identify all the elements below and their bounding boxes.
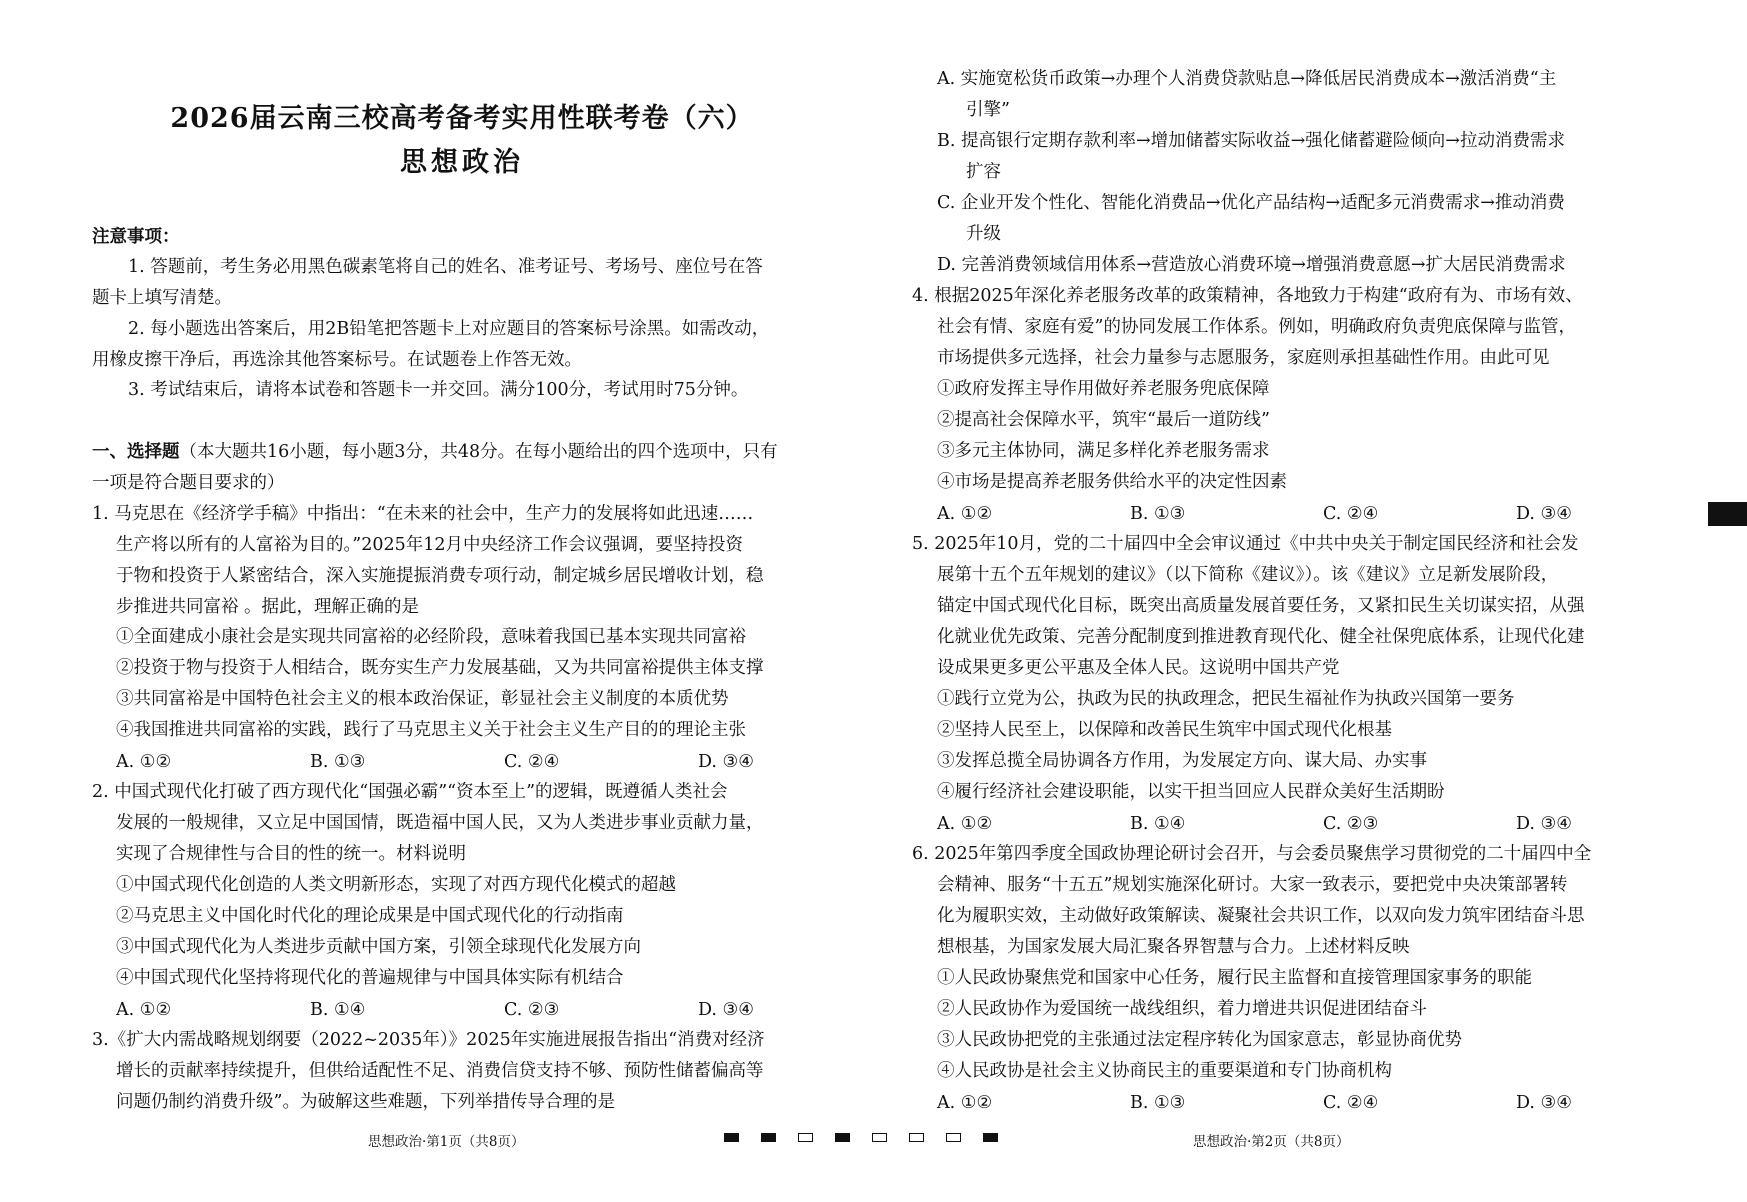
q5-option-d[interactable]: D. ③④	[1516, 814, 1572, 834]
q4-option-b[interactable]: B. ①③	[1130, 504, 1186, 524]
section-desc-line2: 一项是符合题目要求的）	[92, 473, 285, 493]
q2-line-1: 2. 中国式现代化打破了西方现代化“国强必霸”“资本至上”的逻辑，既遵循人类社会	[92, 782, 728, 802]
footer-mark	[761, 1133, 776, 1142]
q3-option-b-line2: 扩容	[966, 162, 1001, 182]
q2-item-1: ①中国式现代化创造的人类文明新形态，实现了对西方现代化模式的超越	[116, 875, 676, 895]
section-heading: 一、选择题	[92, 442, 180, 462]
page-title: 2026届云南三校高考备考实用性联考卷（六）	[170, 103, 754, 134]
q2-option-a[interactable]: A. ①②	[116, 1000, 172, 1020]
q4-line-2: 社会有情、家庭有爱”的协同发展工作体系。例如，明确政府负责兜底保障与监管，	[937, 317, 1576, 337]
q1-line-4: 步推进共同富裕 。据此，理解正确的是	[116, 597, 420, 617]
q1-item-1: ①全面建成小康社会是实现共同富裕的必经阶段，意味着我国已基本实现共同富裕	[116, 627, 746, 647]
q3-option-c-line1[interactable]: C. 企业开发个性化、智能化消费品→优化产品结构→适配多元消费需求→推动消费	[937, 193, 1565, 213]
notice-item-3: 3. 考试结束后，请将本试卷和答题卡一并交回。满分100分，考试用时75分钟。	[128, 380, 749, 400]
q6-option-d[interactable]: D. ③④	[1516, 1093, 1572, 1113]
q4-item-1: ①政府发挥主导作用做好养老服务兜底保障	[937, 379, 1270, 399]
q4-line-1: 4. 根据2025年深化养老服务改革的政策精神，各地致力于构建“政府有为、市场有效、	[912, 286, 1583, 306]
q5-line-2: 展第十五个五年规划的建议》（以下简称《建议》）。该《建议》立足新发展阶段，	[937, 565, 1559, 585]
notice-item-2b: 用橡皮擦干净后，再选涂其他答案标号。在试题卷上作答无效。	[92, 350, 582, 370]
q4-item-3: ③多元主体协同，满足多样化养老服务需求	[937, 441, 1270, 461]
q3-line-1: 3.《扩大内需战略规划纲要（2022~2035年）》2025年实施进展报告指出“消费对经济	[92, 1030, 765, 1050]
q1-line-2: 生产将以所有的人富裕为目的。”2025年12月中央经济工作会议强调，要坚持投资	[116, 535, 743, 555]
q4-option-d[interactable]: D. ③④	[1516, 504, 1572, 524]
q1-option-a[interactable]: A. ①②	[116, 752, 172, 772]
q6-item-2: ②人民政协作为爱国统一战线组织，着力增进共识促进团结奋斗	[937, 999, 1427, 1019]
q4-option-a[interactable]: A. ①②	[937, 504, 993, 524]
notice-item-1b: 题卡上填写清楚。	[92, 288, 232, 308]
q6-item-3: ③人民政协把党的主张通过法定程序转化为国家意志，彰显协商优势	[937, 1030, 1462, 1050]
q1-item-4: ④我国推进共同富裕的实践，践行了马克思主义关于社会主义生产目的的理论主张	[116, 720, 746, 740]
footer-mark	[909, 1133, 924, 1142]
footer-page-left: 思想政治·第1页（共8页）	[368, 1134, 525, 1150]
q3-option-b-line1[interactable]: B. 提高银行定期存款利率→增加储蓄实际收益→强化储蓄避险倾向→拉动消费需求	[937, 131, 1565, 151]
q3-line-3: 问题仍制约消费升级”。为破解这些难题，下列举措传导合理的是	[116, 1092, 615, 1112]
q5-line-4: 化就业优先政策、完善分配制度到推进教育现代化、健全社保兜底体系，让现代化建	[937, 627, 1585, 647]
q5-option-a[interactable]: A. ①②	[937, 814, 993, 834]
q4-item-4: ④市场是提高养老服务供给水平的决定性因素	[937, 472, 1287, 492]
footer-marks	[724, 1133, 1004, 1145]
q6-line-4: 想根基，为国家发展大局汇聚各界智慧与合力。上述材料反映	[937, 937, 1410, 957]
footer-mark	[724, 1133, 739, 1142]
q2-option-d[interactable]: D. ③④	[698, 1000, 754, 1020]
q5-option-b[interactable]: B. ①④	[1130, 814, 1186, 834]
q3-line-2: 增长的贡献率持续提升，但供给适配性不足、消费信贷支持不够、预防性储蓄偏高等	[116, 1061, 764, 1081]
q3-option-d[interactable]: D. 完善消费领域信用体系→营造放心消费环境→增强消费意愿→扩大居民消费需求	[937, 255, 1566, 275]
side-marker-tab	[1708, 502, 1747, 526]
footer-mark	[872, 1133, 887, 1142]
q3-option-a-line2: 引擎”	[966, 100, 1010, 120]
footer-page-right: 思想政治·第2页（共8页）	[1193, 1134, 1350, 1150]
q5-line-3: 锚定中国式现代化目标，既突出高质量发展首要任务，又紧扣民生关切谋实招，从强	[937, 596, 1585, 616]
q2-item-2: ②马克思主义中国化时代化的理论成果是中国式现代化的行动指南	[116, 906, 624, 926]
footer-mark	[798, 1133, 813, 1142]
footer-mark	[835, 1133, 850, 1142]
q2-line-2: 发展的一般规律，又立足中国国情，既造福中国人民，又为人类进步事业贡献力量，	[116, 813, 764, 833]
q3-option-a-line1[interactable]: A. 实施宽松货币政策→办理个人消费贷款贴息→降低居民消费成本→激活消费“主	[937, 69, 1557, 89]
footer-mark	[983, 1133, 998, 1142]
footer-mark	[946, 1133, 961, 1142]
q5-line-5: 设成果更多更公平惠及全体人民。这说明中国共产党	[937, 658, 1340, 678]
q6-option-b[interactable]: B. ①③	[1130, 1093, 1186, 1113]
section-desc: （本大题共16小题，每小题3分，共48分。在每小题给出的四个选项中，只有	[179, 442, 778, 462]
notice-heading: 注意事项：	[92, 227, 180, 247]
q1-line-1: 1. 马克思在《经济学手稿》中指出：“在未来的社会中，生产力的发展将如此迅速……	[92, 504, 754, 524]
section-heading-line1	[92, 437, 778, 468]
q2-option-c[interactable]: C. ②③	[504, 1000, 560, 1020]
q5-item-3: ③发挥总揽全局协调各方作用，为发展定方向、谋大局、办实事	[937, 751, 1427, 771]
q6-line-1: 6. 2025年第四季度全国政协理论研讨会召开，与会委员聚焦学习贯彻党的二十届四中全	[912, 844, 1592, 864]
q1-option-d[interactable]: D. ③④	[698, 752, 754, 772]
q1-line-3: 于物和投资于人紧密结合，深入实施提振消费专项行动，制定城乡居民增收计划，稳	[116, 566, 764, 586]
q5-item-1: ①践行立党为公，执政为民的执政理念，把民生福祉作为执政兴国第一要务	[937, 689, 1515, 709]
q1-item-2: ②投资于物与投资于人相结合，既夯实生产力发展基础，又为共同富裕提供主体支撑	[116, 658, 764, 678]
q6-option-a[interactable]: A. ①②	[937, 1093, 993, 1113]
q5-item-2: ②坚持人民至上，以保障和改善民生筑牢中国式现代化根基	[937, 720, 1392, 740]
q2-item-4: ④中国式现代化坚持将现代化的普遍规律与中国具体实际有机结合	[116, 968, 624, 988]
q6-line-3: 化为履职实效，主动做好政策解读、凝聚社会共识工作，以双向发力筑牢团结奋斗思	[937, 906, 1585, 926]
q1-item-3: ③共同富裕是中国特色社会主义的根本政治保证，彰显社会主义制度的本质优势	[116, 689, 729, 709]
q5-option-c[interactable]: C. ②③	[1323, 814, 1379, 834]
q3-option-c-line2: 升级	[966, 224, 1001, 244]
q5-line-1: 5. 2025年10月，党的二十届四中全会审议通过《中共中央关于制定国民经济和社会发	[912, 534, 1579, 554]
q2-line-3: 实现了合规律性与合目的性的统一。材料说明	[116, 844, 466, 864]
notice-item-2a: 2. 每小题选出答案后，用2B铅笔把答题卡上对应题目的答案标号涂黑。如需改动，	[128, 319, 770, 339]
q4-line-3: 市场提供多元选择，社会力量参与志愿服务，家庭则承担基础性作用。由此可见	[937, 348, 1550, 368]
q6-item-1: ①人民政协聚焦党和国家中心任务，履行民主监督和直接管理国家事务的职能	[937, 968, 1532, 988]
page-subject: 思想政治	[400, 147, 524, 178]
q6-item-4: ④人民政协是社会主义协商民主的重要渠道和专门协商机构	[937, 1061, 1392, 1081]
q1-option-b[interactable]: B. ①③	[310, 752, 366, 772]
q6-option-c[interactable]: C. ②④	[1323, 1093, 1379, 1113]
q5-item-4: ④履行经济社会建设职能，以实干担当回应人民群众美好生活期盼	[937, 782, 1445, 802]
q6-line-2: 会精神、服务“十五五”规划实施深化研讨。大家一致表示，要把党中央决策部署转	[937, 875, 1568, 895]
q2-item-3: ③中国式现代化为人类进步贡献中国方案，引领全球现代化发展方向	[116, 937, 641, 957]
q1-option-c[interactable]: C. ②④	[504, 752, 560, 772]
q4-option-c[interactable]: C. ②④	[1323, 504, 1379, 524]
q4-item-2: ②提高社会保障水平，筑牢“最后一道防线”	[937, 410, 1270, 430]
notice-item-1a: 1. 答题前，考生务必用黑色碳素笔将自己的姓名、准考证号、考场号、座位号在答	[128, 257, 763, 277]
q2-option-b[interactable]: B. ①④	[310, 1000, 366, 1020]
